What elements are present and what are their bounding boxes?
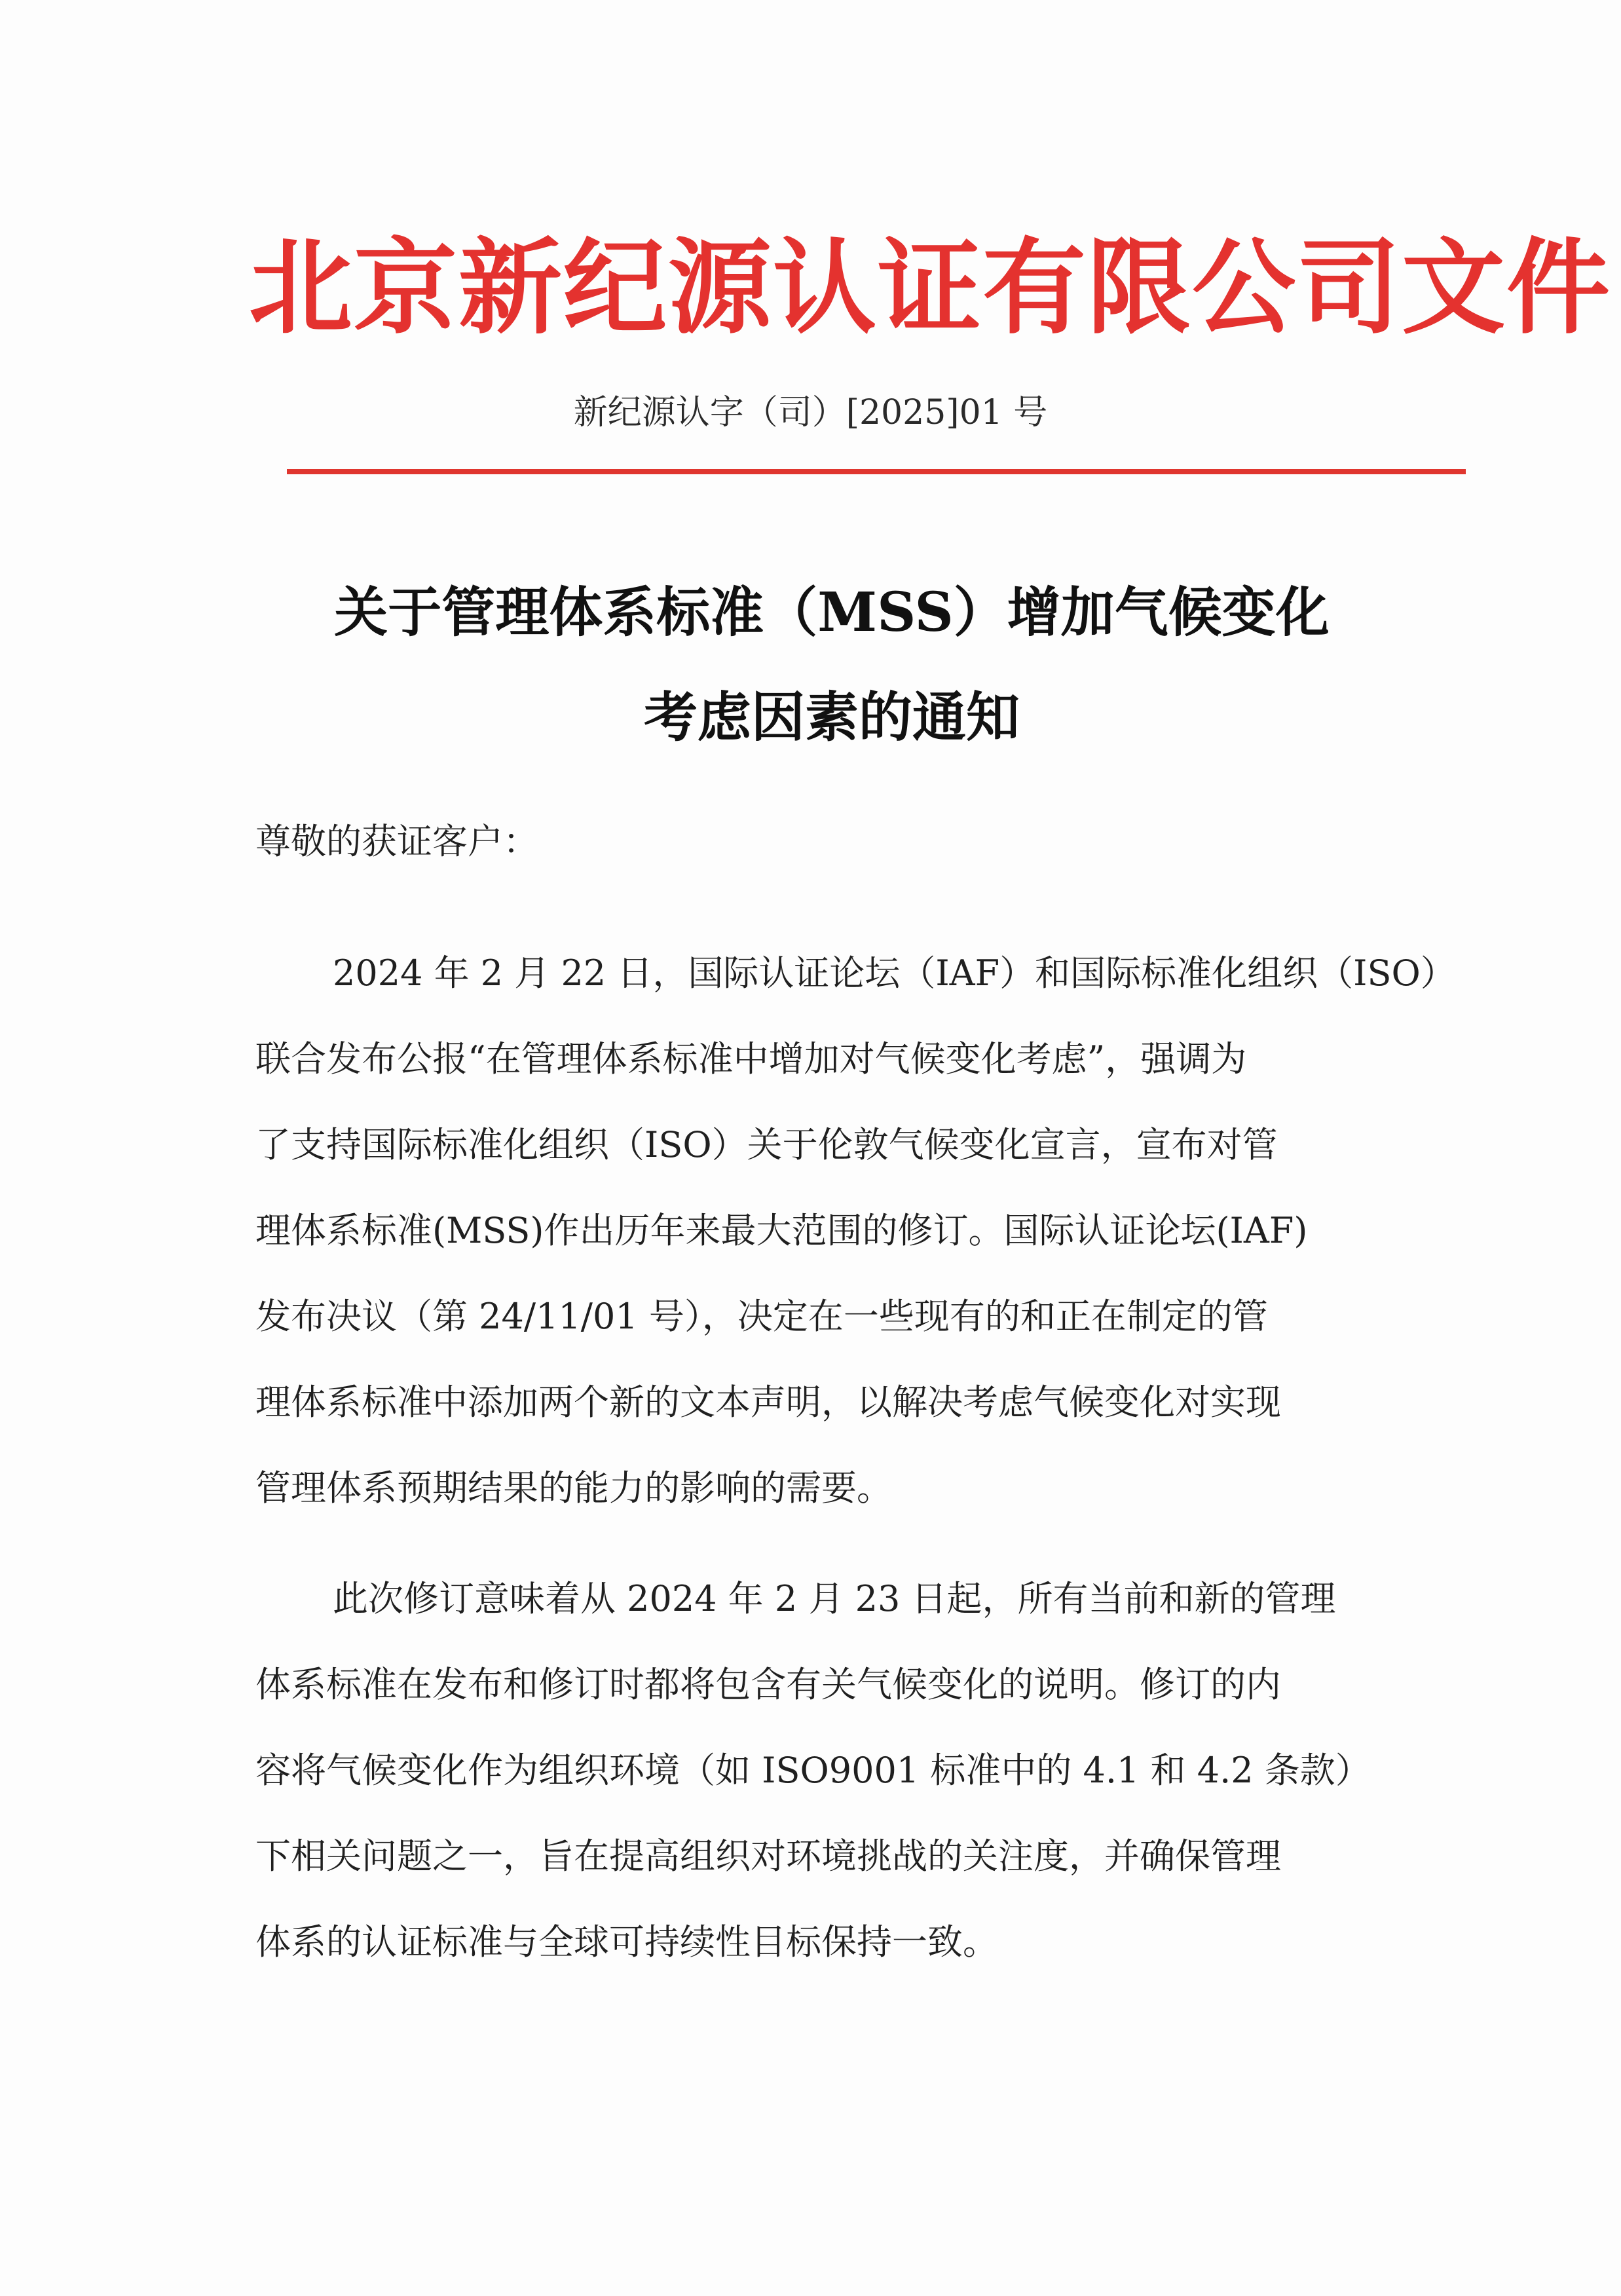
paragraph-line: 2024 年 2 月 22 日，国际认证论坛（IAF）和国际标准化组织（ISO） <box>333 952 1456 994</box>
paragraph-line: 理体系标准(MSS)作出历年来最大范围的修订。国际认证论坛(IAF) <box>255 1210 1308 1251</box>
paragraph-line: 下相关问题之一，旨在提高组织对环境挑战的关注度，并确保管理 <box>255 1835 1281 1877</box>
paragraph-line: 此次修订意味着从 2024 年 2 月 23 日起，所有当前和新的管理 <box>333 1578 1336 1619</box>
paragraph-line: 了支持国际标准化组织（ISO）关于伦敦气候变化宣言，宣布对管 <box>255 1124 1278 1165</box>
masthead-title: 北京新纪源认证有限公司文件 <box>249 228 1611 348</box>
document-number: 新纪源认字（司）[2025]01 号 <box>573 393 1048 432</box>
notice-title <box>249 560 1415 770</box>
notice-title-line-2: 考虑因素的通知 <box>643 686 1020 749</box>
paragraph-2 <box>255 1556 1441 1985</box>
paragraph-line: 体系的认证标准与全球可持续性目标保持一致。 <box>255 1921 998 1963</box>
paragraph-line: 联合发布公报“在管理体系标准中增加对气候变化考虑”，强调为 <box>255 1038 1247 1080</box>
salutation: 尊敬的获证客户： <box>255 821 538 862</box>
paragraph-line: 容将气候变化作为组织环境（如 ISO9001 标准中的 4.1 和 4.2 条款） <box>255 1750 1371 1791</box>
notice-title-line-1: 关于管理体系标准（MSS）增加气候变化 <box>334 581 1330 644</box>
paragraph-line: 管理体系预期结果的能力的影响的需要。 <box>255 1467 892 1509</box>
paragraph-line: 理体系标准中添加两个新的文本声明，以解决考虑气候变化对实现 <box>255 1382 1281 1423</box>
red-divider-rule <box>287 469 1466 474</box>
paragraph-line: 发布决议（第 24/11/01 号），决定在一些现有的和正在制定的管 <box>255 1296 1268 1337</box>
paragraph-line: 体系标准在发布和修订时都将包含有关气候变化的说明。修订的内 <box>255 1664 1281 1705</box>
paragraph-1 <box>255 930 1456 1531</box>
